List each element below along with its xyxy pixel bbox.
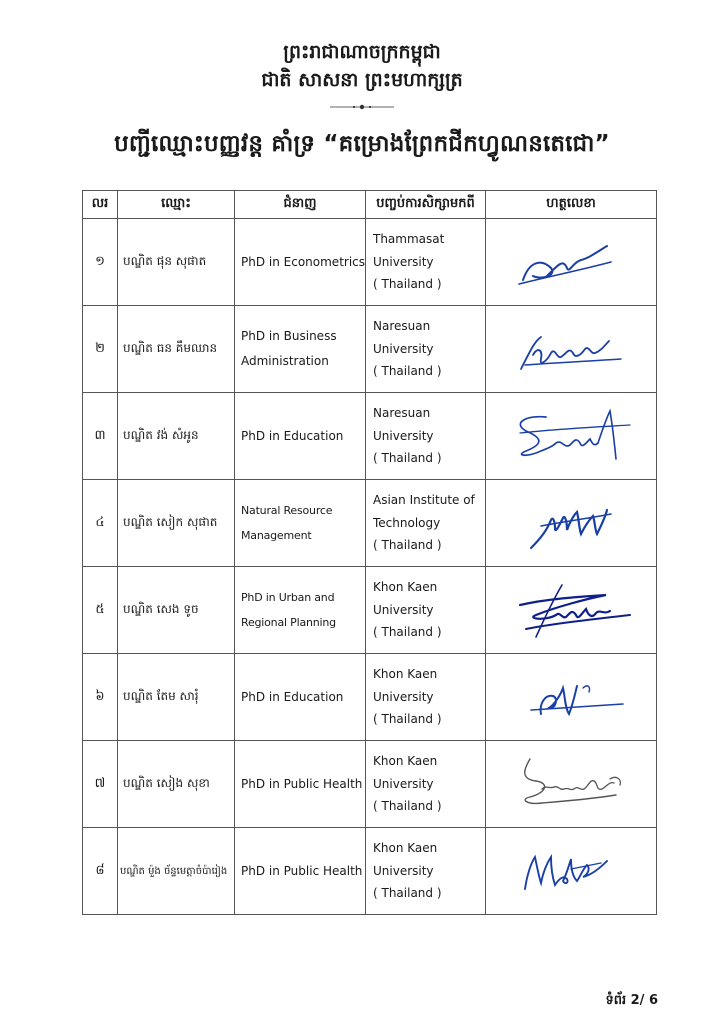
kingdom-heading: ព្រះរាជាណាចក្រកម្ពុជា <box>283 41 441 63</box>
table-row <box>83 306 657 393</box>
university-line: ( Thailand ) <box>373 277 442 292</box>
university-line: Khon Kaen <box>373 841 438 856</box>
signature-cell <box>486 828 657 915</box>
university-cell <box>366 219 486 306</box>
university-line: ( Thailand ) <box>373 886 442 901</box>
signature-5 <box>506 575 636 645</box>
person-name: បណ្ឌិត ធន គឹមឈាន <box>118 306 235 393</box>
column-header-university: បញ្ចប់ការសិក្សាមកពី <box>366 191 486 219</box>
signature-cell <box>486 393 657 480</box>
column-header-degree: ជំនាញ <box>235 191 366 219</box>
table-row <box>83 741 657 828</box>
row-number: ៦ <box>83 654 118 741</box>
degree-line: PhD in Public Health <box>241 776 363 791</box>
person-name: បណ្ឌិត តែម សារុំ <box>118 654 235 741</box>
page-number: ទំព័រ 2/ 6 <box>605 993 658 1008</box>
degree-line: PhD in Education <box>241 428 344 443</box>
signature-cell <box>486 654 657 741</box>
signature-6 <box>511 664 631 730</box>
university-line: Thammasat <box>373 232 445 247</box>
signatory-table <box>82 190 657 915</box>
signature-cell <box>486 480 657 567</box>
degree-line: PhD in Business <box>241 329 337 343</box>
person-name: បណ្ឌិត វង់ សំអូន <box>118 393 235 480</box>
signature-cell <box>486 741 657 828</box>
university-cell <box>366 828 486 915</box>
row-number: ៥ <box>83 567 118 654</box>
university-line: Naresuan <box>373 319 431 334</box>
signature-8 <box>511 839 631 903</box>
university-line: ( Thailand ) <box>373 799 442 814</box>
university-cell <box>366 567 486 654</box>
person-name: បណ្ឌិត សៀក សុផាត <box>118 480 235 567</box>
university-line: University <box>373 428 434 443</box>
person-name: បណ្ឌិត សេង ទូច <box>118 567 235 654</box>
degree-line: Natural Resource <box>241 504 333 517</box>
table-header-row <box>83 191 657 219</box>
signature-2 <box>511 319 631 379</box>
university-line: University <box>373 341 434 356</box>
person-name: បណ្ឌិត សៀង សុខា <box>118 741 235 828</box>
signature-1 <box>511 232 631 292</box>
university-line: Asian Institute of <box>373 493 475 508</box>
row-number: ៣ <box>83 393 118 480</box>
university-line: ( Thailand ) <box>373 712 442 727</box>
degree-line: PhD in Urban and <box>241 591 335 604</box>
degree-line: PhD in Econometrics <box>241 254 366 269</box>
row-number: ២ <box>83 306 118 393</box>
university-cell <box>366 654 486 741</box>
degree-line: PhD in Public Health <box>241 863 363 878</box>
degree-line: Administration <box>241 354 329 368</box>
signature-4 <box>511 490 631 556</box>
signature-cell <box>486 219 657 306</box>
column-header-name: ឈ្មោះ <box>118 191 235 219</box>
degree-cell <box>235 480 366 567</box>
university-line: University <box>373 863 434 878</box>
degree-cell <box>235 828 366 915</box>
column-header-number: លរ <box>83 191 118 219</box>
university-cell <box>366 480 486 567</box>
university-line: ( Thailand ) <box>373 625 442 640</box>
university-line: University <box>373 254 434 269</box>
table-row <box>83 828 657 915</box>
university-line: Naresuan <box>373 406 431 421</box>
university-line: University <box>373 602 434 617</box>
table-row <box>83 219 657 306</box>
degree-cell <box>235 393 366 480</box>
table-row <box>83 393 657 480</box>
row-number: ១ <box>83 219 118 306</box>
university-cell <box>366 306 486 393</box>
ornament-divider <box>328 102 396 112</box>
university-cell <box>366 393 486 480</box>
row-number: ៤ <box>83 480 118 567</box>
degree-cell <box>235 654 366 741</box>
degree-cell <box>235 219 366 306</box>
degree-line: PhD in Education <box>241 689 344 704</box>
document-title: បញ្ជីឈ្មោះបញ្ញវន្ត គាំទ្រ “គម្រោងព្រែកជីកហ្វូណនតេជោ” <box>114 131 610 157</box>
university-line: Technology <box>373 515 441 530</box>
university-line: ( Thailand ) <box>373 364 442 379</box>
signature-3 <box>506 403 636 469</box>
degree-line: Management <box>241 529 312 542</box>
row-number: ៧ <box>83 741 118 828</box>
university-line: Khon Kaen <box>373 754 438 769</box>
degree-line: Regional Planning <box>241 616 336 629</box>
person-name: បណ្ឌិត ម៉ួង ច័ន្ទមេត្តាចំប៉ារៀង <box>118 828 235 915</box>
motto-heading: ជាតិ សាសនា ព្រះមហាក្សត្រ <box>261 69 463 91</box>
university-line: Khon Kaen <box>373 667 438 682</box>
signature-cell <box>486 306 657 393</box>
degree-cell <box>235 306 366 393</box>
degree-cell <box>235 741 366 828</box>
university-line: ( Thailand ) <box>373 538 442 553</box>
column-header-signature: ហត្ថលេខា <box>486 191 657 219</box>
university-line: University <box>373 776 434 791</box>
university-cell <box>366 741 486 828</box>
degree-cell <box>235 567 366 654</box>
university-line: University <box>373 689 434 704</box>
university-line: Khon Kaen <box>373 580 438 595</box>
signature-cell <box>486 567 657 654</box>
table-row <box>83 654 657 741</box>
person-name: បណ្ឌិត ផុន សុផាត <box>118 219 235 306</box>
table-row <box>83 480 657 567</box>
row-number: ៨ <box>83 828 118 915</box>
university-line: ( Thailand ) <box>373 451 442 466</box>
table-row <box>83 567 657 654</box>
signature-7 <box>506 749 636 819</box>
